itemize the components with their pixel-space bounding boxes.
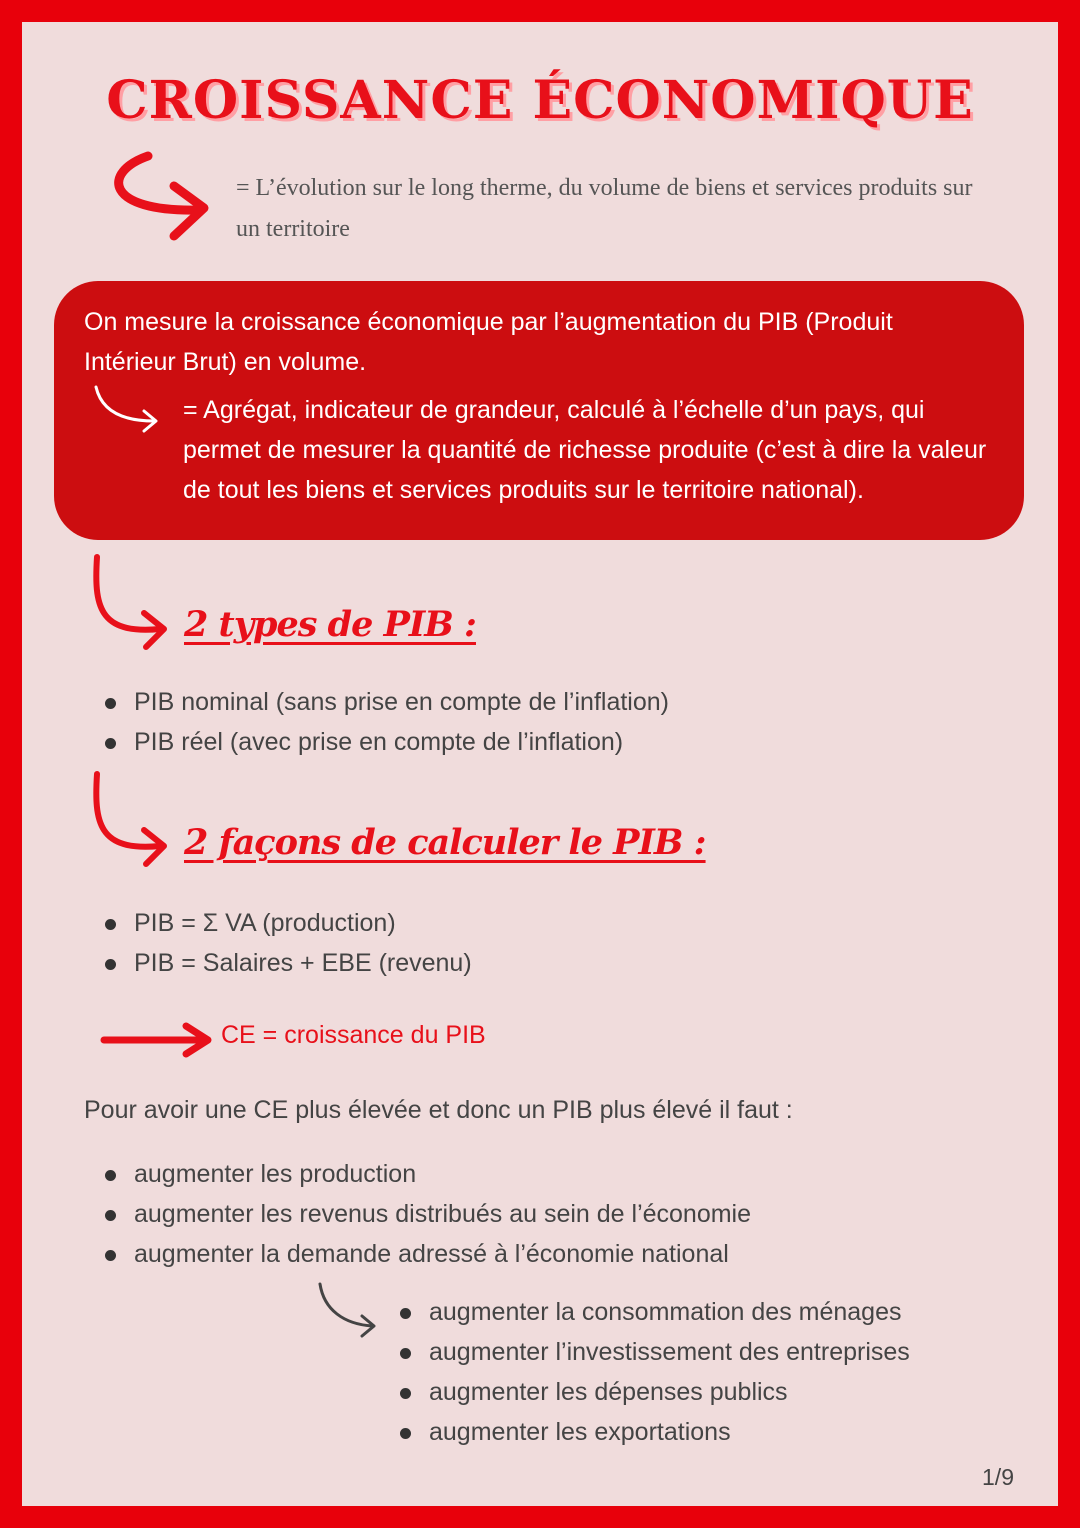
curved-arrow-icon [100, 150, 220, 250]
requirements-intro: Pour avoir une CE plus élevée et donc un PIB plus élevé il faut : [84, 1096, 793, 1124]
calc-heading: 2 façons de calculer le PIB : [184, 822, 706, 863]
ce-statement: CE = croissance du PIB [221, 1021, 486, 1049]
pib-types-list [104, 682, 669, 762]
list-item: augmenter l’investissement des entreprises [399, 1332, 910, 1372]
pib-calc-list [104, 903, 472, 983]
down-right-arrow-icon [88, 772, 178, 882]
list-item: PIB réel (avec prise en compte de l’inflation) [104, 722, 669, 762]
list-item: augmenter les production [104, 1154, 751, 1194]
aggregate-definition-text: = Agrégat, indicateur de grandeur, calculé à l’échelle d’un pays, qui permet de mesurer la quantité de richesse produite (c’est à dire la valeur de tout les biens et services produits sur le territoire national). [183, 396, 987, 504]
requirements-list [104, 1154, 751, 1274]
list-item: augmenter les exportations [399, 1412, 910, 1452]
list-item: PIB = Σ VA (production) [104, 903, 472, 943]
types-heading: 2 types de PIB : [184, 604, 476, 645]
definition-text: = L’évolution sur le long therme, du volume de biens et services produits sur un territoire [236, 175, 973, 242]
list-item: PIB = Salaires + EBE (revenu) [104, 943, 472, 983]
list-item: augmenter la demande adressé à l’économie national [104, 1234, 751, 1274]
list-item: augmenter les dépenses publics [399, 1372, 910, 1412]
down-right-arrow-icon [88, 555, 178, 665]
small-curved-arrow-icon [92, 383, 172, 433]
list-item: augmenter la consommation des ménages [399, 1292, 910, 1332]
small-curved-arrow-icon [314, 1280, 394, 1340]
demand-sublist [399, 1292, 910, 1452]
right-arrow-icon [100, 1020, 220, 1060]
pib-measure-text: On mesure la croissance économique par l’augmentation du PIB (Produit Intérieur Brut) en volume. [84, 308, 893, 376]
list-item: augmenter les revenus distribués au sein de l’économie [104, 1194, 751, 1234]
page-title: CROISSANCE ÉCONOMIQUE [106, 70, 974, 131]
list-item: PIB nominal (sans prise en compte de l’inflation) [104, 682, 669, 722]
page-number: 1/9 [982, 1464, 1014, 1490]
